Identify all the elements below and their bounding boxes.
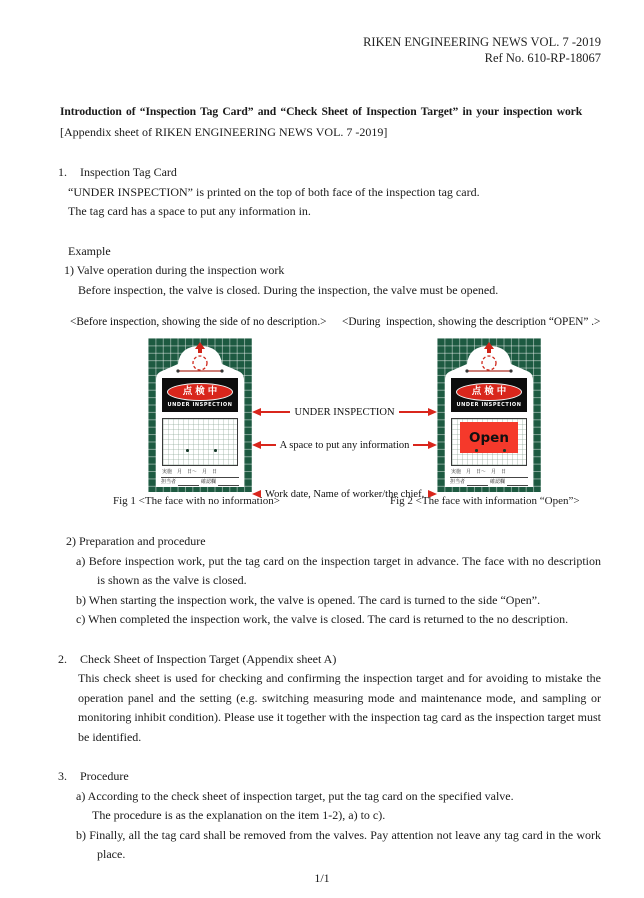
rivet-dot (214, 449, 217, 452)
tag-outline-graphic (148, 338, 252, 492)
tag-hole-icon (193, 356, 207, 370)
blank-line (178, 481, 199, 486)
preparation-item-c: c) When completed the inspection work, the valve is closed. The card is returned to the no description. (76, 612, 569, 626)
annotation-text: UNDER INSPECTION (294, 406, 395, 418)
preparation-block (0, 532, 644, 630)
section-3-title: Procedure (80, 769, 129, 783)
annotation-under-inspection (252, 404, 437, 420)
worker-row (161, 480, 239, 486)
arrow-left-icon (252, 408, 261, 416)
inspection-stamp-jp: 点検中 (182, 385, 221, 397)
section-1-heading (58, 163, 644, 183)
inspection-stamp-en: UNDER INSPECTION (456, 401, 522, 408)
memo-grid-panel (451, 418, 527, 466)
inspection-stamp-oval (456, 383, 522, 401)
inspection-stamp-en: UNDER INSPECTION (167, 401, 233, 408)
under-inspection-banner (451, 378, 527, 412)
confirm-label: 確認欄 (490, 480, 506, 485)
section-3-number: 3. (58, 769, 67, 783)
preparation-item-b: b) When starting the inspection work, the valve is opened. The card is turned to the side “Open”. (76, 592, 541, 607)
fig1-caption: Fig 1 <The face with no information> (113, 495, 280, 507)
procedure-item-a-note: The procedure is as the explanation on the item 1-2), a) to c). (92, 808, 386, 822)
page-title: Introduction of “Inspection Tag Card” and “Check Sheet of Inspection Target” in your inspection work (60, 105, 583, 118)
figure-caption-during: <During inspection, showing the description “OPEN” .> (342, 316, 601, 328)
confirm-label: 確認欄 (201, 480, 217, 485)
document-header (0, 0, 601, 66)
section-1-title: Inspection Tag Card (80, 165, 177, 179)
date-worker-fields (450, 470, 528, 486)
section-1-para1: “UNDER INSPECTION” is printed on the top of both face of the inspection tag card. (68, 184, 480, 199)
section-2-body: This check sheet is used for checking and confirming the inspection target and for avoiding to mistake the operation panel and the setting (e.g. switching measuring mode and maintenance mode, and sampling or monitoring inhibit condition). Please use it together with the inspection tag card as the inspection target must be identified. (78, 671, 601, 744)
annotation-text: Work date, Name of worker/the chief. (265, 488, 425, 500)
section-2-title: Check Sheet of Inspection Target (Appendix sheet A) (80, 651, 337, 666)
section-3 (0, 767, 644, 865)
date-worker-fields (161, 470, 239, 486)
preparation-heading: 2) Preparation and procedure (66, 534, 206, 548)
under-inspection-banner (162, 378, 238, 412)
example-1-title: 1) Valve operation during the inspection work (64, 263, 285, 277)
rivet-dot (503, 449, 506, 452)
title-block (60, 102, 601, 142)
section-1 (0, 163, 644, 222)
blank-line (507, 481, 528, 486)
fig2-caption: Fig 2 <The face with information “Open”> (390, 495, 580, 507)
arrow-right-icon (428, 441, 437, 449)
tag-outline-graphic (437, 338, 541, 492)
inspection-stamp-oval (167, 383, 233, 401)
example-label: Example (68, 243, 111, 258)
rivet-dot (475, 449, 478, 452)
example-1-body: Before inspection, the valve is closed. During the inspection, the valve must be opened. (78, 282, 499, 297)
page-subtitle: [Appendix sheet of RIKEN ENGINEERING NEWS VOL. 7 -2019] (60, 125, 388, 139)
rivet-dot (186, 449, 189, 452)
annotation-text: A space to put any information (279, 439, 410, 451)
work-date-row: 実施 月 日～ 月 日 (161, 470, 239, 478)
worker-label: 担当者 (161, 480, 177, 485)
header-line2: Ref No. 610-RP-18067 (484, 51, 601, 65)
section-3-heading (58, 767, 644, 787)
section-1-number: 1. (58, 165, 67, 179)
section-2-number: 2. (58, 651, 67, 666)
example-block (0, 242, 644, 301)
work-date-row: 実施 月 日～ 月 日 (450, 470, 528, 478)
section-2-heading (58, 650, 644, 670)
tag-hole-icon (482, 356, 496, 370)
tag-card-image-blank (148, 338, 252, 492)
memo-grid-panel (162, 418, 238, 466)
preparation-item-a: a) Before inspection work, put the tag card on the inspection target in advance. The face with no description is shown as the valve is closed. (76, 553, 601, 587)
open-label: Open (460, 422, 518, 453)
procedure-item-b: b) Finally, all the tag card shall be removed from the valves. Pay attention not leave any tag card in the work place. (76, 827, 601, 861)
inspection-stamp-jp: 点検中 (471, 385, 510, 397)
arrow-right-icon (428, 408, 437, 416)
worker-label: 担当者 (450, 480, 466, 485)
blank-line (218, 481, 239, 486)
arrow-left-icon (252, 441, 261, 449)
annotation-space-info (252, 437, 437, 453)
tag-card-figure (0, 316, 644, 512)
header-line1: RIKEN ENGINEERING NEWS VOL. 7 -2019 (363, 35, 601, 49)
procedure-item-a: a) According to the check sheet of inspection target, put the tag card on the specified valve. (76, 788, 514, 803)
tag-card-image-open (437, 338, 541, 492)
blank-line (467, 481, 488, 486)
figure-annotations (252, 338, 437, 500)
figure-caption-before: <Before inspection, showing the side of no description.> (70, 316, 327, 328)
section-1-para2: The tag card has a space to put any information in. (68, 204, 311, 218)
worker-row (450, 480, 528, 486)
section-2 (0, 650, 644, 748)
page-number: 1/1 (314, 870, 330, 885)
